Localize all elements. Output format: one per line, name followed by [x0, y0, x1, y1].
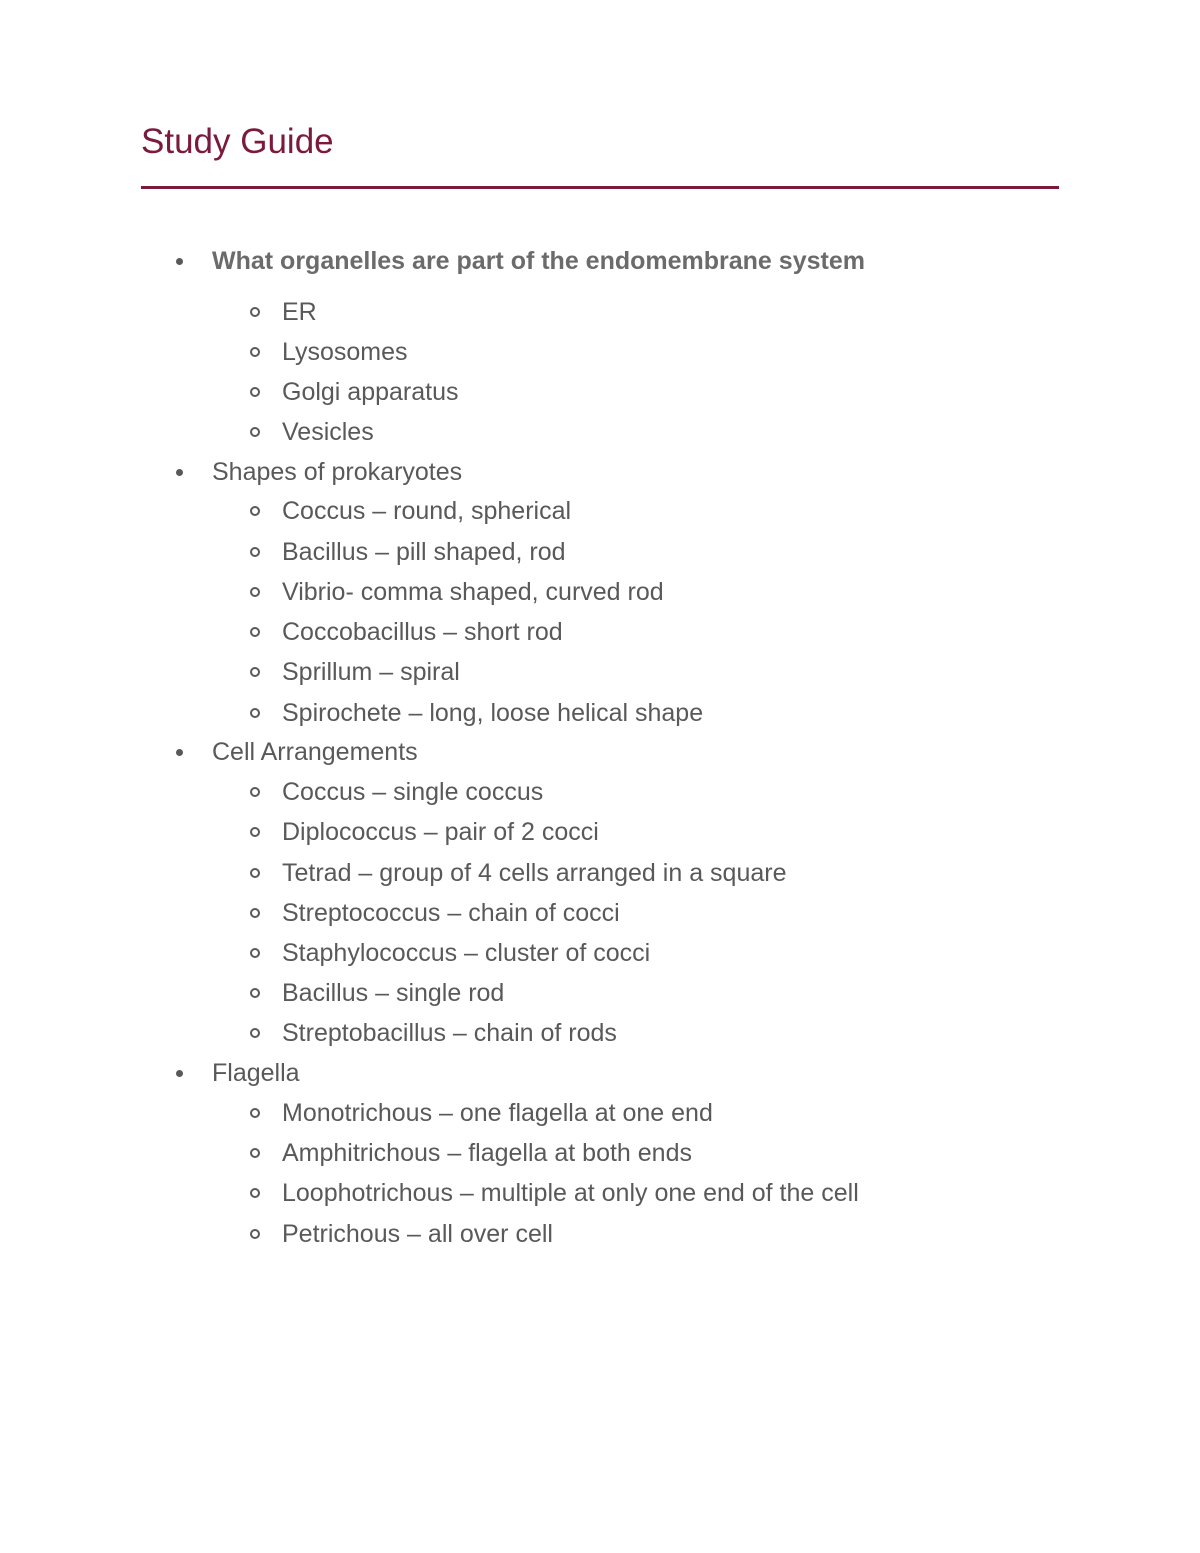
- list-item-text: Coccus – single coccus: [282, 777, 544, 806]
- bullet-circle-icon: [250, 908, 260, 918]
- topic-heading: Cell Arrangements: [212, 737, 418, 766]
- bullet-circle-icon: [250, 627, 260, 637]
- list-item-text: Tetrad – group of 4 cells arranged in a square: [282, 858, 787, 887]
- list-item: [246, 491, 571, 531]
- list-item: [246, 652, 460, 692]
- topic-row: [172, 452, 462, 492]
- topic-row: [172, 1053, 300, 1093]
- list-item-text: Bacillus – single rod: [282, 978, 505, 1007]
- bullet-circle-icon: [250, 1229, 260, 1239]
- bullet-circle-icon: [250, 587, 260, 597]
- list-item: [246, 372, 459, 412]
- list-item-text: ER: [282, 297, 317, 326]
- list-item: [246, 1013, 617, 1053]
- bullet-dot-icon: [176, 1070, 183, 1077]
- bullet-circle-icon: [250, 708, 260, 718]
- bullet-circle-icon: [250, 387, 260, 397]
- list-item-text: Coccobacillus – short rod: [282, 617, 563, 646]
- list-item: [246, 332, 408, 372]
- bullet-circle-icon: [250, 1188, 260, 1198]
- list-item-text: Golgi apparatus: [282, 377, 459, 406]
- list-item: [246, 292, 317, 332]
- list-item: [246, 893, 620, 933]
- bullet-dot-icon: [176, 469, 183, 476]
- list-item-text: Streptobacillus – chain of rods: [282, 1018, 617, 1047]
- topic-row: [172, 732, 418, 772]
- list-item: [246, 1133, 692, 1173]
- bullet-circle-icon: [250, 988, 260, 998]
- list-item-text: Lysosomes: [282, 337, 408, 366]
- topic-row: [172, 241, 865, 281]
- list-item: [246, 572, 664, 612]
- bullet-dot-icon: [176, 258, 183, 265]
- bullet-circle-icon: [250, 1028, 260, 1038]
- list-item-text: Bacillus – pill shaped, rod: [282, 537, 566, 566]
- bullet-circle-icon: [250, 307, 260, 317]
- bullet-circle-icon: [250, 427, 260, 437]
- bullet-circle-icon: [250, 1148, 260, 1158]
- bullet-circle-icon: [250, 787, 260, 797]
- list-item-text: Sprillum – spiral: [282, 657, 460, 686]
- bullet-circle-icon: [250, 506, 260, 516]
- list-item-text: Diplococcus – pair of 2 cocci: [282, 817, 599, 846]
- list-item-text: Petrichous – all over cell: [282, 1219, 553, 1248]
- bullet-circle-icon: [250, 1108, 260, 1118]
- list-item-text: Staphylococcus – cluster of cocci: [282, 938, 651, 967]
- page-title: Study Guide: [141, 122, 334, 161]
- list-item-text: Streptococcus – chain of cocci: [282, 898, 620, 927]
- list-item: [246, 412, 374, 452]
- list-item-text: Monotrichous – one flagella at one end: [282, 1098, 713, 1127]
- bullet-circle-icon: [250, 948, 260, 958]
- bullet-circle-icon: [250, 347, 260, 357]
- bullet-circle-icon: [250, 667, 260, 677]
- bullet-dot-icon: [176, 749, 183, 756]
- list-item: [246, 933, 650, 973]
- bullet-circle-icon: [250, 547, 260, 557]
- list-item-text: Coccus – round, spherical: [282, 496, 572, 525]
- list-item: [246, 1173, 859, 1213]
- list-item-text: Loophotrichous – multiple at only one end of the cell: [282, 1178, 859, 1207]
- bullet-circle-icon: [250, 827, 260, 837]
- topic-heading: What organelles are part of the endomembrane system: [212, 246, 865, 275]
- list-item: [246, 532, 566, 572]
- list-item: [246, 812, 599, 852]
- list-item: [246, 973, 504, 1013]
- list-item: [246, 693, 703, 733]
- topic-heading: Flagella: [212, 1058, 300, 1087]
- list-item-text: Vesicles: [282, 417, 374, 446]
- bullet-circle-icon: [250, 868, 260, 878]
- list-item-text: Amphitrichous – flagella at both ends: [282, 1138, 692, 1167]
- list-item: [246, 1093, 713, 1133]
- list-item-text: Spirochete – long, loose helical shape: [282, 698, 704, 727]
- list-item: [246, 853, 786, 893]
- list-item: [246, 772, 543, 812]
- list-item: [246, 612, 563, 652]
- list-item-text: Vibrio- comma shaped, curved rod: [282, 577, 664, 606]
- title-divider: [141, 186, 1059, 189]
- list-item: [246, 1214, 553, 1254]
- topic-heading: Shapes of prokaryotes: [212, 457, 463, 486]
